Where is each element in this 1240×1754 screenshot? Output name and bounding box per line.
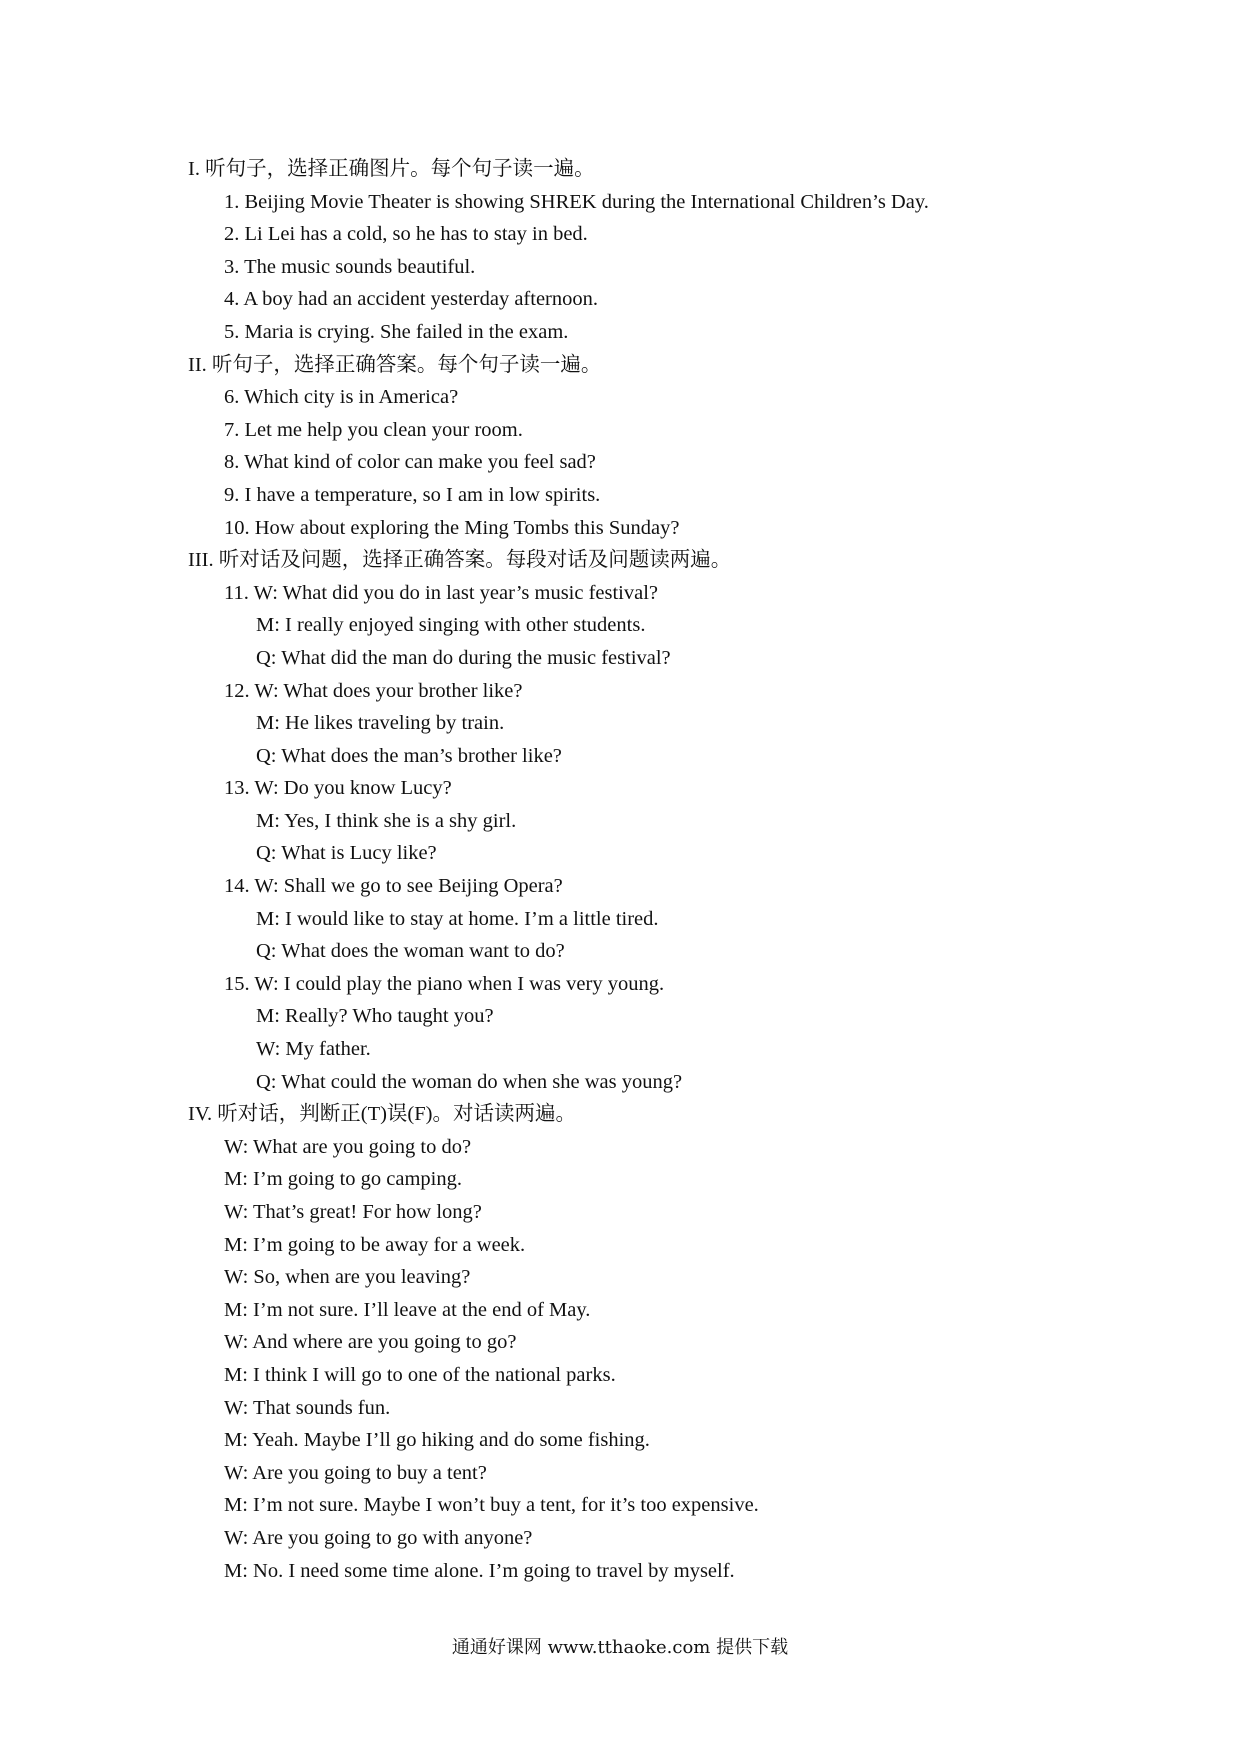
conversation-line: M: I’m not sure. I’ll leave at the end of May. [224,1298,591,1321]
conversation-line: W: And where are you going to go? [224,1331,517,1354]
conversation-line: M: Yeah. Maybe I’ll go hiking and do some fishing. [224,1429,650,1452]
sentence-item: 6. Which city is in America? [224,386,459,409]
conversation-line: M: No. I need some time alone. I’m going to travel by myself. [224,1559,735,1582]
sentence-item: 5. Maria is crying. She failed in the exam. [224,320,569,343]
conversation-line: M: I’m going to be away for a week. [224,1233,526,1256]
section-heading-2: II. 听句子，选择正确答案。每个句子读一遍。 [188,353,602,376]
section-heading-4: IV. 听对话，判断正(T)误(F)。对话读两遍。 [188,1103,576,1126]
dialog-line: M: Really? Who taught you? [256,1005,494,1028]
sentence-item: 1. Beijing Movie Theater is showing SHREK during the International Children’s Day. [224,190,929,213]
dialog-line: Q: What does the man’s brother like? [256,744,562,767]
dialog-line: W: My father. [256,1038,371,1061]
sentence-item: 2. Li Lei has a cold, so he has to stay in bed. [224,223,588,246]
sentence-item: 3. The music sounds beautiful. [224,255,476,278]
dialog-first-line: 15. W: I could play the piano when I was very young. [224,972,665,995]
sentence-item: 4. A boy had an accident yesterday afternoon. [224,288,598,311]
dialog-first-line: 11. W: What did you do in last year’s music festival? [224,581,659,604]
dialog-first-line: 13. W: Do you know Lucy? [224,777,452,800]
conversation-line: W: That sounds fun. [224,1396,391,1419]
dialog-line: Q: What does the woman want to do? [256,940,565,963]
conversation-line: M: I’m going to go camping. [224,1168,463,1191]
dialog-line: M: He likes traveling by train. [256,712,505,735]
transcript-content [188,153,1188,1587]
section-heading-3: III. 听对话及问题，选择正确答案。每段对话及问题读两遍。 [188,549,732,572]
conversation-line: M: I think I will go to one of the national parks. [224,1363,616,1386]
sentence-item: 8. What kind of color can make you feel sad? [224,451,596,474]
conversation-line: W: That’s great! For how long? [224,1201,482,1223]
sentence-item: 10. How about exploring the Ming Tombs this Sunday? [224,516,680,539]
dialog-line: Q: What could the woman do when she was young? [256,1070,683,1093]
dialog-line: Q: What is Lucy like? [256,842,437,865]
dialog-line: Q: What did the man do during the music festival? [256,646,671,669]
conversation-line: M: I’m not sure. Maybe I won’t buy a tent, for it’s too expensive. [224,1494,759,1517]
sentence-item: 9. I have a temperature, so I am in low spirits. [224,483,601,506]
dialog-first-line: 14. W: Shall we go to see Beijing Opera? [224,875,563,898]
conversation-line: W: So, when are you leaving? [224,1266,471,1289]
dialog-line: M: I would like to stay at home. I’m a little tired. [256,907,659,930]
section-heading-1: I. 听句子，选择正确图片。每个句子读一遍。 [188,158,595,180]
conversation-line: W: Are you going to buy a tent? [224,1461,487,1484]
dialog-line: M: I really enjoyed singing with other students. [256,614,646,637]
footer-source: 通通好课网 www.tthaoke.com 提供下载 [451,1637,789,1658]
sentence-item: 7. Let me help you clean your room. [224,418,523,441]
conversation-line: W: What are you going to do? [224,1135,472,1158]
dialog-line: M: Yes, I think she is a shy girl. [256,809,517,832]
conversation-line: W: Are you going to go with anyone? [224,1526,533,1549]
dialog-first-line: 12. W: What does your brother like? [224,679,523,702]
